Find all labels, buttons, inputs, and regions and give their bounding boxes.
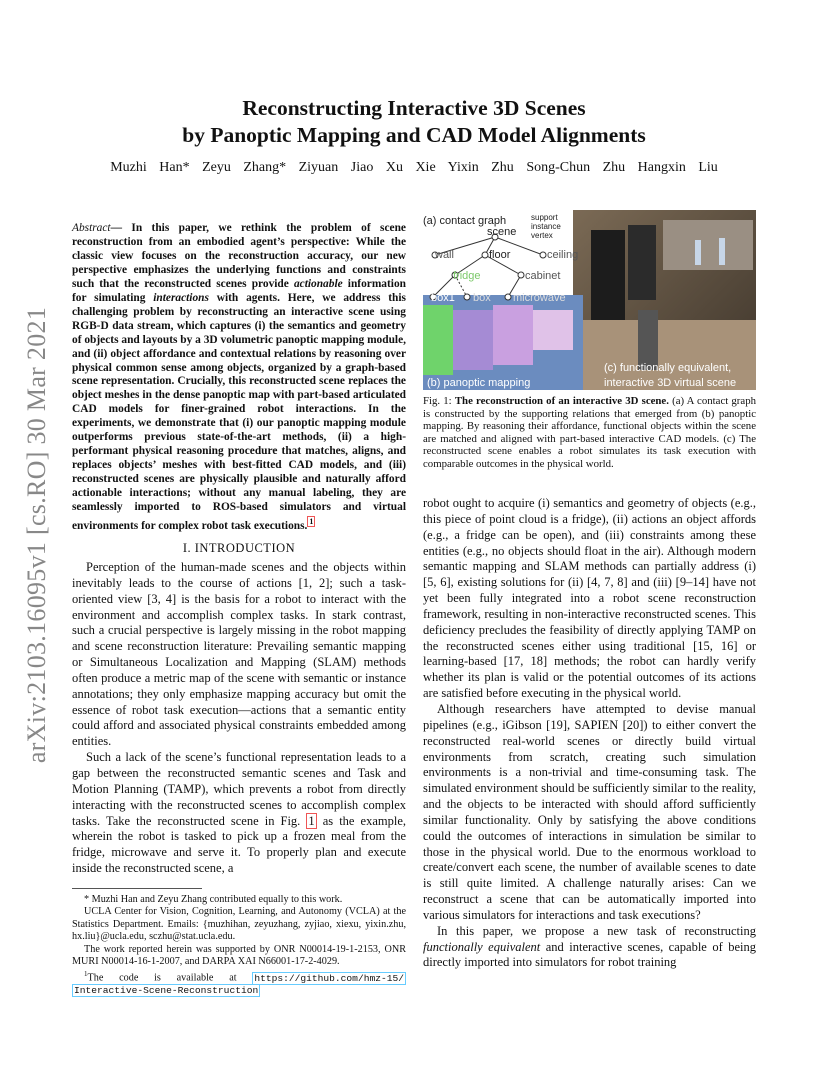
panel-c-label: interactive 3D virtual scene xyxy=(604,377,737,389)
title-line-1: Reconstructing Interactive 3D Scenes xyxy=(242,96,586,120)
figure-1-image xyxy=(423,210,756,390)
paragraph xyxy=(423,924,756,972)
footnote-ref-link[interactable]: 1 xyxy=(309,517,314,527)
author: Zeyu Zhang* xyxy=(202,160,287,175)
node-label: box1 xyxy=(431,292,455,304)
bottle-shape xyxy=(695,240,701,265)
caption-title: The reconstruction of an interactive 3D scene. xyxy=(454,395,669,407)
panel-c-label: (c) functionally equivalent, xyxy=(604,362,732,374)
wall-shape xyxy=(663,220,753,270)
author: Song-Chun Zhu xyxy=(526,160,626,175)
footnote-code-text: The code is available at xyxy=(87,972,253,984)
paragraph-text: and interactive scenes, capable of being directly imported into simulators for robot training xyxy=(423,939,756,970)
segment-purple xyxy=(453,310,493,370)
fridge-shape xyxy=(591,230,625,320)
paragraph-text: as the example, wherein the robot is tasked to pick up a frozen meal from the fridge, microwave and serve it. To properly plan and execute inside the reconstructed scene, a xyxy=(72,813,407,876)
panel-a-label: (a) contact graph xyxy=(423,215,507,227)
author: Muzhi Han* xyxy=(110,160,190,175)
abstract-emph: actionable xyxy=(293,277,343,290)
caption-text: (a) A contact graph is constructed by the supporting relations that emerged from (b) panoptic mapping. By reasoning their affordance, functional objects within the scene are matched and aligned with part-based interactive CAD models. (c) The reconstructed scene enables a robot simulates its task execution with comparable outcomes in the physical world. xyxy=(423,395,756,470)
abstract-emph: interactions xyxy=(153,291,209,304)
svg-text:vertex: vertex xyxy=(531,231,553,240)
caption-label: Fig. 1: xyxy=(423,395,455,407)
author: Xu Xie xyxy=(385,160,436,175)
abstract-text: — In this paper, we rethink the problem of scene reconstruction from an embodied agent’s perspective: While the classic view focuses on the reconstruction accuracy, our new perspective emphasizes the underlying functions and constraints such that the reconstructed scenes provide xyxy=(72,222,406,290)
cabinet-shape xyxy=(628,225,656,300)
abstract-text: information for simulating xyxy=(72,277,406,304)
intro-body xyxy=(72,560,406,877)
svg-text:support: support xyxy=(531,213,558,222)
abstract-label: Abstract xyxy=(72,222,111,234)
title-line-2: by Panoptic Mapping and CAD Model Alignments xyxy=(182,123,646,147)
right-body xyxy=(423,496,756,971)
footnote-support: The work reported herein was supported by ONR N00014-19-1-2153, ONR MURI N00014-16-1-2007, and DARPA XAI N66001-17-2-4029. xyxy=(72,943,406,968)
abstract xyxy=(72,222,406,534)
author-list xyxy=(0,160,828,176)
section-heading-introduction: I. INTRODUCTION xyxy=(182,541,296,555)
arxiv-stamp: arXiv:2103.16095v1 [cs.RO] 30 Mar 2021 xyxy=(22,306,51,764)
paragraph xyxy=(72,750,406,877)
paragraph-emph: functionally equivalent xyxy=(423,939,541,954)
footnote-code: $^1$The code is available at https://github.com/hmz-15/ Interactive-Scene-Reconstruction xyxy=(74,970,404,997)
node-label: cabinet xyxy=(525,270,561,282)
paragraph: Perception of the human-made scenes and the objects within inevitably leads to the course of actions [1, 2]; such a task-oriented view [3, 4] is the basis for a robot to interact with the environment and accomplish complex tasks. In stark contrast, such a crucial perspective is largely missing in the robot mapping and scene reconstruction literature: Prevailing semantic mapping or Simultaneous Localization and Mapping (SLAM) methods often produce a metric map of the scene with semantic or instance annotations; they only emphasize mapping accuracy but omit the essence of robot task execution—actions that a semantic entity could afford and associated physical constraints embedded among entities. xyxy=(72,560,406,749)
svg-text:instance: instance xyxy=(531,222,561,231)
author: Hangxin Liu xyxy=(637,160,718,175)
figure-1 xyxy=(423,210,756,390)
figure-ref-link[interactable]: 1 xyxy=(308,813,315,828)
node-label: scene xyxy=(487,226,517,238)
paragraph: Although researchers have attempted to devise manual pipelines (e.g., iGibson [19], SAPIEN [20]) to either convert the reconstructed real-world scenes or directly build virtual environments from scratch, creating such simulation environments is a non-trivial and time-consuming task. The simulated environment should be sufficiently similar to the reality, and the objects to be interacted with should afford sufficiently similar functionality. Only by satisfying the above conditions could the outcomes of interactions in simulation be similar to those in the physical world. Due to the enormous workload to create/convert each scene, the number of available scenes to date is still quite limited. A challenge naturally arises: Can we reconstruct a scene that can be automatically imported into various simulators for interactions and task executions? xyxy=(423,701,756,922)
author: Yixin Zhu xyxy=(447,160,514,175)
panel-b-label: (b) panoptic mapping xyxy=(427,377,531,389)
figure-caption xyxy=(423,395,756,471)
author: Ziyuan Jiao xyxy=(298,160,374,175)
footnote-affiliation: UCLA Center for Vision, Cognition, Learning, and Autonomy (VCLA) at the Statistics Department. Emails: {muzhihan, zeyuzhang, zyjiao, xiexu, yixin.zhu, hx.liu}@ucla.edu, sczhu@stat.ucla.edu. xyxy=(72,906,406,943)
node-label: microwave xyxy=(513,292,566,304)
abstract-text: with agents. Here, we address this challenging problem by reconstructing an interactive scene using RGB-D data stream, which captures (i) the semantics and geometry of objects and layouts by a 3D volumetric panoptic mapping module, and (ii) object affordance and contextual relations by reasoning over physical common sense among objects, organized by a graph-based scene representation. Crucially, this reconstructed scene replaces the object meshes in the dense panoptic map with part-based articulated CAD models for finer-grained robot interactions. In the experiments, we demonstrate that (i) our panoptic mapping module outperforms previous state-of-the-art methods, (ii) a high-performant physical reasoning procedure that matches, aligns, and replaces objects’ meshes with best-fitted CAD models, and (iii) reconstructed scenes are physically plausible and naturally afford actionable interactions; without any manual labeling, they are seamlessly imported to ROS-based simulators and virtual environments for complex robot task executions. xyxy=(72,291,406,532)
node-label: fridge xyxy=(453,270,481,282)
robot-shape xyxy=(638,310,658,370)
node-label: ceiling xyxy=(547,249,579,261)
segment-light xyxy=(533,310,573,350)
node-label: wall xyxy=(435,249,454,261)
segment-green xyxy=(423,305,453,375)
paragraph-text: Such a lack of the scene’s functional representation leads to a gap between the reconstructed semantic scenes and Task and Motion Planning (TAMP), which prevents a robot from directly interacting with the reconstructed scenes to accomplish complex tasks. Take the reconstructed scene in Fig. xyxy=(72,750,406,828)
node-label: box xyxy=(473,292,491,304)
footnotes xyxy=(72,894,406,998)
bottle-shape xyxy=(719,238,725,265)
paper-title xyxy=(0,95,828,149)
footnote-equal: * Muzhi Han and Zeyu Zhang contributed equally to this work. xyxy=(84,894,343,905)
node-label: floor xyxy=(489,249,511,261)
paragraph-text: In this paper, we propose a new task of reconstructing xyxy=(437,923,756,938)
code-url-link[interactable]: https://github.com/hmz-15/ xyxy=(254,972,404,984)
segment-pink xyxy=(493,305,533,365)
footnote-divider xyxy=(72,888,202,889)
paragraph: robot ought to acquire (i) semantics and geometry of objects (e.g., this piece of point cloud is a fridge), (ii) actions an object affords (e.g., a fridge can be open), and (iii) constraints among these entities (e.g., no objects should float in the air). Although modern semantic mapping and SLAM methods can partially address (i) [5, 6], existing solutions for (ii) [4, 7, 8] and (iii) [9–14] have not yet been fully integrated into a robot scene reconstruction framework, resulting in non-interactive reconstructed scenes. This deficiency precludes the feasibility of directly applying TAMP on the reconstructed scenes either using traditional [15, 16] or learning-based [17, 18] methods; the robot can hardly verify whether its plan is valid or the potential outcomes of its actions are satisfied before executing in the physical world. xyxy=(423,496,756,701)
code-url-link[interactable]: Interactive-Scene-Reconstruction xyxy=(74,985,259,997)
